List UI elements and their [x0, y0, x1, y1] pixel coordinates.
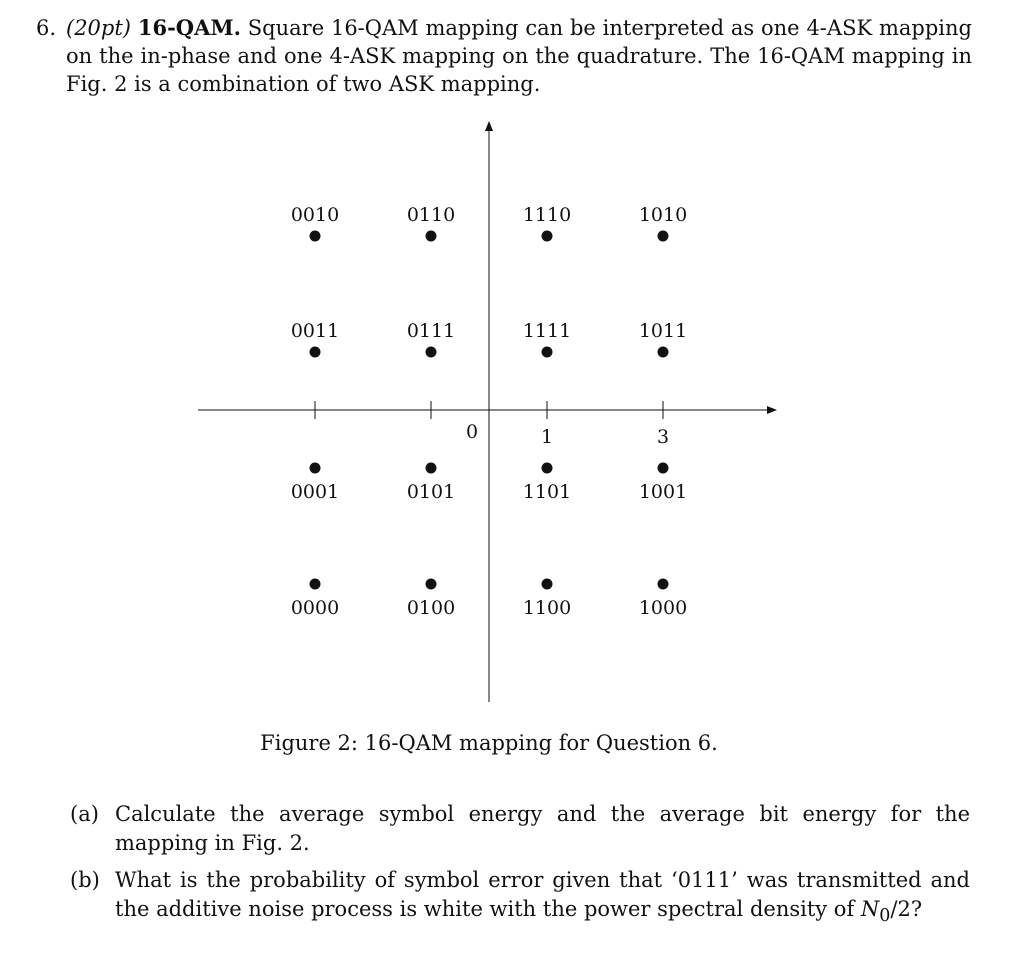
x-tick-label: 3	[656, 426, 670, 448]
symbol-label: 1000	[638, 597, 688, 619]
symbol-label: 1111	[522, 320, 572, 342]
constellation-point	[310, 231, 321, 242]
constellation-point	[542, 231, 553, 242]
problem-number: 6.	[36, 16, 57, 40]
symbol-label: 0001	[290, 481, 340, 503]
noise-symbol: N	[860, 897, 880, 921]
symbol-label: 1011	[638, 320, 688, 342]
symbol-label: 0000	[290, 597, 340, 619]
constellation-point	[658, 347, 669, 358]
constellation-point	[658, 579, 669, 590]
constellation-point	[542, 463, 553, 474]
symbol-label: 1101	[522, 481, 572, 503]
part-text-end: /2?	[890, 897, 923, 921]
symbol-label: 1001	[638, 481, 688, 503]
problem-text: Square 16-QAM mapping can be interpreted as one 4-ASK mapping on the in-phase and one 4-ASK mapping on the quadrature. The 16-QAM mapping in Fig. 2 is a combination of two ASK mapping.	[66, 16, 972, 96]
symbol-label: 0010	[290, 204, 340, 226]
constellation-point	[426, 347, 437, 358]
problem-points: (20pt)	[66, 16, 131, 40]
symbol-label: 1110	[522, 204, 572, 226]
problem-title: 16-QAM.	[137, 15, 241, 40]
constellation-point	[426, 579, 437, 590]
symbol-label: 0110	[406, 204, 456, 226]
figure-caption: Figure 2: 16-QAM mapping for Question 6.	[260, 731, 718, 755]
symbol-label: 1100	[522, 597, 572, 619]
constellation-point	[426, 231, 437, 242]
constellation-point	[658, 231, 669, 242]
symbol-label: 0011	[290, 320, 340, 342]
symbol-label: 0100	[406, 597, 456, 619]
question-part-b	[70, 866, 970, 931]
symbol-label: 0111	[406, 320, 456, 342]
constellation-point	[310, 347, 321, 358]
symbol-label: 1010	[638, 204, 688, 226]
part-label: (a)	[70, 802, 99, 826]
constellation-point	[310, 463, 321, 474]
part-text: What is the probability of symbol error given that ‘0111’ was transmitted and the additive noise process is white with the power spectral density of	[115, 868, 970, 921]
origin-label: 0	[465, 421, 479, 443]
part-text: Calculate the average symbol energy and the average bit energy for the mapping in Fig. 2.	[115, 802, 970, 855]
part-label: (b)	[70, 868, 100, 892]
question-part-a	[70, 800, 970, 858]
question-parts	[70, 800, 970, 939]
x-tick-label: 1	[540, 426, 554, 448]
constellation-point	[658, 463, 669, 474]
constellation-point	[310, 579, 321, 590]
symbol-label: 0101	[406, 481, 456, 503]
constellation-point	[542, 579, 553, 590]
constellation-point	[426, 463, 437, 474]
constellation-point	[542, 347, 553, 358]
noise-subscript: 0	[879, 906, 891, 927]
